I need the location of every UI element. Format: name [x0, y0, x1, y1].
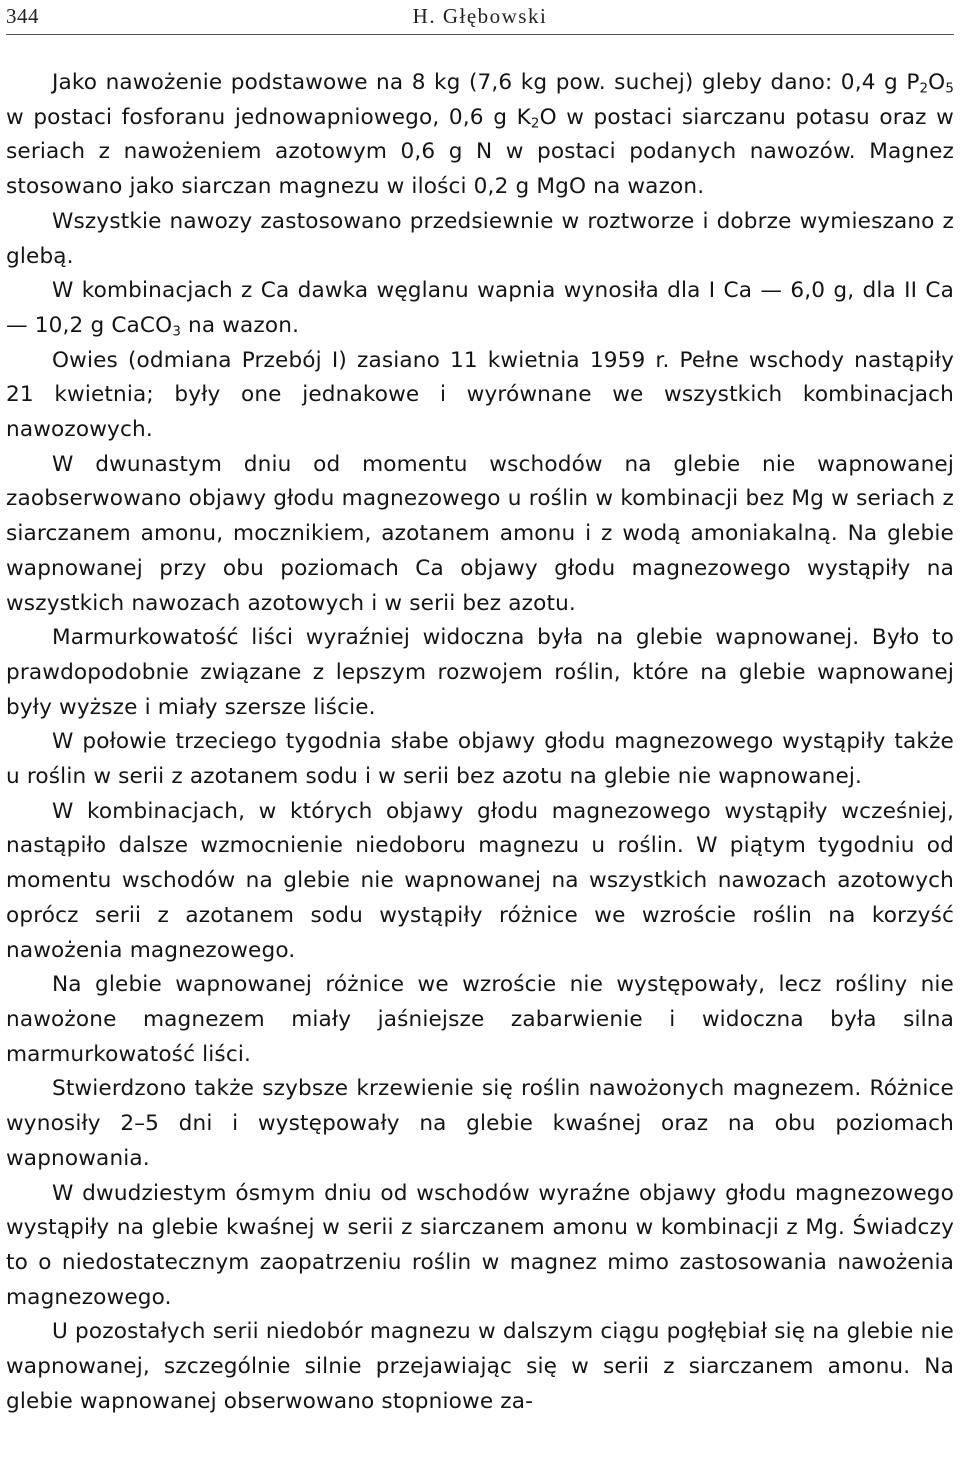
- paragraph-text: W kombinacjach z Ca dawka węglanu wapnia wynosiła dla I Ca — 6,0 g, dla II Ca — 10,2 g CaCO: [6, 278, 954, 338]
- paragraph-text: Marmurkowatość liści wyraźniej widoczna była na glebie wapnowanej. Było to prawdopodobnie związane z lepszym rozwojem roślin, które na glebie wapnowanej były wyższe i miały szersze liście.: [6, 625, 954, 720]
- paragraph: [6, 344, 954, 448]
- paragraph-text: Na glebie wapnowanej różnice we wzroście nie występowały, lecz rośliny nie nawożone magnezem miały jaśniejsze zabarwienie i widoczna była silna marmurkowatość liści.: [6, 972, 954, 1067]
- paragraph-text: W połowie trzeciego tygodnia słabe objawy głodu magnezowego wystąpiły także u roślin w serii z azotanem sodu i w serii bez azotu na glebie nie wapnowanej.: [6, 729, 954, 790]
- formula-subscript: 2: [530, 116, 540, 132]
- running-header: [6, 0, 954, 34]
- running-head-author: H. Głębowski: [412, 4, 548, 28]
- page-number: 344: [6, 4, 39, 28]
- paragraph-text: Jako nawożenie podstawowe na 8 kg (7,6 kg pow. suchej) gleby dano: 0,4 g P: [52, 70, 920, 95]
- paragraph: [6, 795, 954, 969]
- paragraph-text: O: [928, 70, 946, 95]
- paragraph-text: Owies (odmiana Przebój I) zasiano 11 kwietnia 1959 r. Pełne wschody nastąpiły 21 kwietnia; były one jednakowe i wyrównane we wszystkich kombinacjach nawozowych.: [6, 347, 954, 443]
- paragraph-text: U pozostałych serii niedobór magnezu w dalszym ciągu pogłębiał się na glebie nie wapnowanej, szczególnie silnie przejawiając się w serii z siarczanem amonu. Na glebie wapnowanej obserwowano stopniowe za-: [6, 1319, 954, 1414]
- paragraph: [6, 274, 954, 343]
- paragraph-text: O w postaci siarczanu potasu oraz w seriach z nawożeniem azotowym 0,6 g N w postaci podanych nawozów. Magnez stosowano jako siarczan magnezu w ilości 0,2 g MgO na wazon.: [6, 104, 954, 200]
- paragraph-text: na wazon.: [180, 312, 300, 338]
- formula-subscript: 3: [172, 324, 181, 340]
- paragraph: [6, 66, 954, 205]
- paragraph: [6, 725, 954, 794]
- paragraph: [6, 621, 954, 725]
- body-text: [6, 66, 954, 1419]
- formula-subscript: 2: [919, 81, 929, 97]
- paragraph-text: W dwudziestym ósmym dniu od wschodów wyraźne objawy głodu magnezowego wystąpiły na glebie kwaśnej w serii z siarczanem amonu w kombinacji z Mg. Świadczy to o niedostatecznym zaopatrzeniu roślin w magnez mimo zastosowania nawożenia magnezowego.: [6, 1180, 954, 1310]
- paragraph-text: W dwunastym dniu od momentu wschodów na glebie nie wapnowanej zaobserwowano objawy głodu magnezowego u roślin w kombinacji bez Mg w seriach z siarczanem amonu, mocznikiem, azotanem amonu i z wodą amoniakalną. Na glebie wapnowanej przy obu poziomach Ca objawy głodu magnezowego wystąpiły na wszystkich nawozach azotowych i w serii bez azotu.: [6, 451, 954, 616]
- paragraph: [6, 1315, 954, 1419]
- header-rule: [6, 34, 954, 35]
- paragraph: [6, 1072, 954, 1176]
- paragraph-text: Stwierdzono także szybsze krzewienie się roślin nawożonych magnezem. Różnice wynosiły 2–5 dni i występowały na glebie kwaśnej oraz na obu poziomach wapnowania.: [6, 1076, 954, 1171]
- paragraph-text: Wszystkie nawozy zastosowano przedsiewnie w roztworze i dobrze wymieszano z glebą.: [6, 208, 954, 269]
- paragraph-text: W kombinacjach, w których objawy głodu magnezowego wystąpiły wcześniej, nastąpiło dalsze wzmocnienie niedoboru magnezu u roślin. W piątym tygodniu od momentu wschodów na glebie nie wapnowanej na wszystkich nawozach azotowych oprócz serii z azotanem sodu wystąpiły różnice we wzroście roślin na korzyść nawożenia magnezowego.: [6, 798, 954, 963]
- paragraph: [6, 1177, 954, 1316]
- paragraph: [6, 205, 954, 274]
- paragraph: [6, 448, 954, 622]
- paragraph: [6, 968, 954, 1072]
- paragraph-text: w postaci fosforanu jednowapniowego, 0,6 g K: [6, 104, 531, 130]
- formula-subscript: 5: [945, 81, 954, 97]
